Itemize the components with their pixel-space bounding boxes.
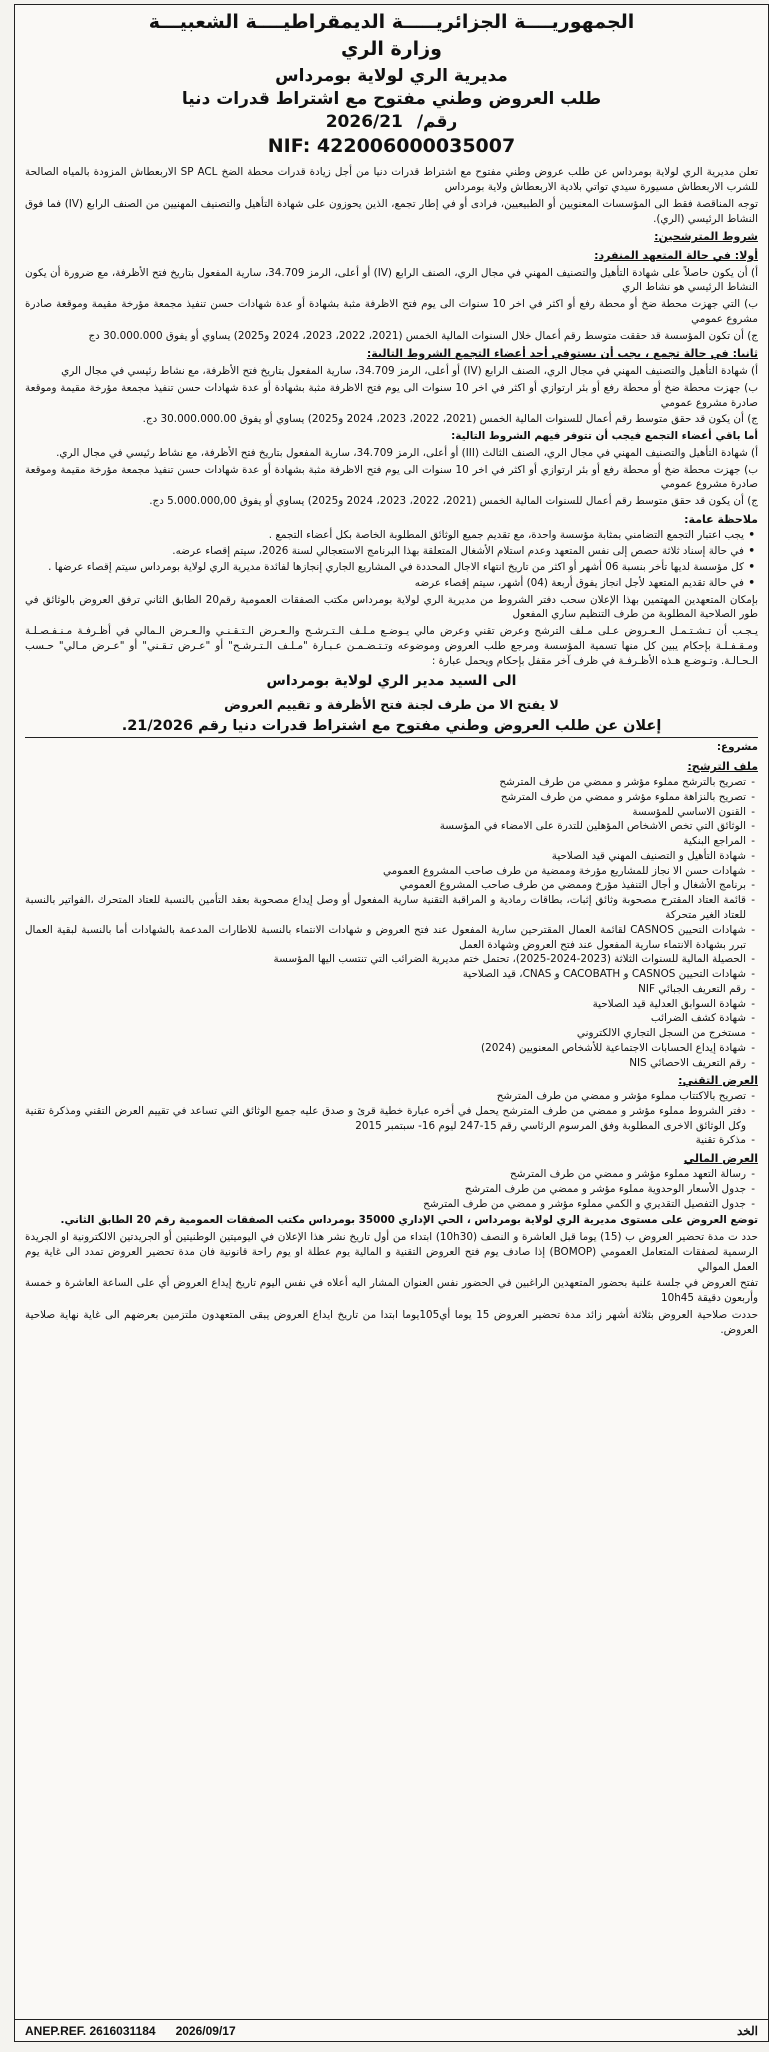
candidacy-file-item: - شهادات التحيين CASNOS و CACOBATH و CNAS، قيد الصلاحية — [25, 967, 746, 982]
tender-number-label: رقم/ — [416, 112, 458, 132]
header — [15, 5, 768, 157]
technical-offer-list — [25, 1089, 758, 1148]
do-not-open-line: لا يفتح الا من طرف لجنة فتح الأظرفة و تقييم العروض — [224, 697, 559, 713]
candidacy-file-item: - الوثائق التي تخص الاشخاص المؤهلين للتدرة على الامضاء في المؤسسة — [25, 819, 746, 834]
financial-offer-item: - جدول الأسعار الوحدوية مملوء مؤشر و ممضي من طرف المترشح — [25, 1182, 746, 1197]
candidacy-file-item: - شهادات التحيين CASNOS لقائمة العمال المقترحين سارية المفعول عند فتح العروض و شهادات الانتماء بالنسبة للاطارات المدعمة بالشهادات أما بالنسبة لبقية العمال تبرر بشهادة الانتماء سارية المفعول عند فتح العروض وشهادة العمل — [25, 923, 746, 953]
group-bidder-title: ثانيا: في حالة تجمع ، يجب أن يستوفي أحد أعضاء التجمع الشروط التالية: — [366, 347, 758, 361]
financial-offer-item: - جدول التفصيل التقديري و الكمي مملوء مؤشر و ممضي من طرف المترشح — [25, 1197, 746, 1212]
footer-day: الخد — [736, 2023, 758, 2038]
footer-ref: ANEP.REF. 2616031184 — [25, 2023, 156, 2038]
general-note-item: • كل مؤسسة لديها تأخر بنسبة 06 أشهر أو اكثر من تاريخ انتهاء الاجال المحددة في المشاريع الجاري إنجازها لفائدة مديرية الري لولاية بومرداس سيتم إقصاء عرضها . — [25, 560, 744, 575]
financial-offer-title: العرض المالي — [683, 1152, 758, 1166]
single-bidder-item: أ) أن يكون حاصلاً على شهادة التأهيل والتصنيف المهني في مجال الري، الصنف الرابع (IV) أو أعلى، الرمز 34.709، سارية المفعول بتاريخ فتح الأظرفة، مع ضرورة أن يكون النشاط الرئيسي هو نشاط الري — [25, 266, 758, 294]
candidacy-file-item: - شهادة التأهيل و التصنيف المهني قيد الصلاحية — [25, 849, 746, 864]
addressee-line: الى السيد مدير الري لولاية بومرداس — [266, 673, 517, 690]
candidacy-file-item: - القنون الاساسي للمؤسسة — [25, 805, 746, 820]
other-members-title: أما باقي أعضاء التجمع فيجب أن تتوفر فيهم الشروط التالية: — [451, 430, 758, 443]
candidacy-file-item: - مستخرج من السجل التجاري الالكتروني — [25, 1026, 746, 1041]
group-bidder-item: ب) جهزت محطة ضخ أو محطة رفع أو بئر ارتوازي أو اكثر في اخر 10 سنوات الى يوم فتح الاظرفة مثبة بشهادة أو عدة شهادات حسن تنفيذ مجمعة مؤرخة مقيمة وموقعة صادرة مشروع عمومي — [25, 381, 758, 409]
newspaper-tender-notice — [14, 4, 769, 2042]
other-members-item: ب) جهزت محطة ضخ أو محطة رفع أو بئر ارتوازي أو اكثر في اخر 10 سنوات الى يوم فتح الاظرفة مثبة بشهادة أو عدة شهادات حسن تنفيذ مجمعة مؤرخة مقيمة وموقعة صادرة مشروع عمومي — [25, 463, 758, 491]
candidacy-file-item: - رقم التعريف الجبائي NIF — [25, 982, 746, 997]
candidacy-file-item: - تصريح بالترشح مملوء مؤشر و ممضي من طرف المترشح — [25, 775, 746, 790]
announcement-line: إعلان عن طلب العروض وطني مفتوح مع اشتراط قدرات دنيا رقم 21/2026. — [25, 716, 758, 738]
group-bidder-item: ج) أن يكون قد حقق متوسط رقم أعمال للسنوات المالية الخمس (2021، 2022، 2023، 2024 و2025) يساوي أو يفوق 30.000.000.00 دج. — [142, 413, 758, 426]
nif-number: NIF: 422006000035007 — [267, 135, 516, 158]
general-note-item: • يجب اعتبار التجمع التضامني بمثابة مؤسسة واحدة، مع تقديم جميع الوثائق المطلوبة الخاصة بكل أعضاء التجمع . — [25, 528, 744, 543]
offer-validity: حددت صلاحية العروض بثلاثة أشهر زائد مدة تحضير العروض 15 يوما أي105يوما ابتدا من تاريخ ايداع العروض يبقى المتعهدون ملتزمين بعرضهم الى غاية نهاية صلاحية العروض. — [25, 1308, 758, 1336]
candidacy-file-item: - شهادات حسن الا نجاز للمشاريع مؤرخة وممضية من طرف صاحب المشروع العمومي — [25, 864, 746, 879]
republic-name: الجمهوريــــة الجزائريـــــة الديمقراطيــــة الشعبيـــة — [148, 11, 635, 33]
footer-bar — [15, 2019, 768, 2041]
candidacy-file-item: - شهادة إيداع الحسابات الاجتماعية للأشخاص المعنويين (2024) — [25, 1041, 746, 1056]
tender-number-value: 2026/21 — [325, 112, 403, 132]
technical-offer-item: - مذكرة تقنية — [25, 1133, 746, 1148]
candidacy-file-list — [25, 775, 758, 1070]
technical-offer-item: - دفتر الشروط مملوء مؤشر و ممضي من طرف المترشح يحمل في أخره عبارة خطية قرئ و صدق عليه جميع الوثائق التي تساعد في تقييم العرض التقني ومذكرة تقنية وكل الوثائق الاخرى المطلوبة وفق المرسوم الرئاسي رقم 15-247 ليوم 16- سبتمبر 2015 — [25, 1104, 746, 1134]
candidacy-file-item: - شهادة السوابق العدلية قيد الصلاحية — [25, 997, 746, 1012]
candidacy-file-item: - برنامج الأشغال و أجال التنفيذ مؤرخ وممضي من طرف صاحب المشروع العمومي — [25, 878, 746, 893]
general-note-item: • في حالة تقديم المتعهد لأجل انجاز يفوق أربعة (04) أشهر، سيتم إقصاء عرضه — [25, 576, 744, 591]
general-notes-title: ملاحظة عامة: — [684, 512, 758, 526]
withdrawal-paragraph: بإمكان المتعهدين المهتمين بهذا الإعلان سحب دفتر الشروط من مديرية الري لولاية بومرداس مكتب الصفقات العمومية رقم20 الطابق الثاني ترفق العروض بالوثائق في طور الصلاحية المطلوبة من طرف التنظيم ساري المفعول — [25, 593, 758, 621]
envelopes-paragraph: يـجـب أن تـشـتـمـل الـعـروض عـلى مـلف الترشح وعرض تقني وعرض مالي يـوضـع مـلـف الـتـرشـح والـعـرض الـتـقـنـي والـعـرض الـمالي في أظـرفـة مـنـفـصـلـة ومـقـفـلـة بإحكام يبين كل منها تسمية المؤسسة ومرجع طلب العروض وموضوعه وتـتـضـمـن عـبـارة "مـلـف الـتـرشـح" أو "عـرض تـقـني" أو "عـرض مـالي" حـسب الـحـالـة. وتـوضـع هـذه الأظـرفـة في ظرف آخر مقفل بإحكام ويحمل عبارة : — [25, 625, 758, 667]
candidacy-file-item: - الحصيلة المالية للسنوات الثلاثة (2023-2024-2025)، تحتمل ختم مديرية الضرائب التي تنتسب اليها المؤسسة — [25, 952, 746, 967]
candidacy-file-item: - قائمة العتاد المقترح مصحوبة وثائق إثبات، بطاقات رمادية و المراقبة التقنية سارية المفعول أو وصل إيداع مصحوبة بعقد التأمين بالنسبة للعتاد المتحرك ،الفواتير بالنسبة للعتاد الغير متحركة — [25, 893, 746, 923]
single-bidder-title: أولا: في حالة المتعهد المنفرد: — [594, 248, 758, 262]
other-members-item: أ) شهادة التأهيل والتصنيف المهني في مجال الري، الصنف الثالث (III) أو أعلى، الرمز 34.709، سارية المفعول بتاريخ فتح الأظرفة، مع نشاط رئيسي في مجال الري. — [56, 446, 758, 459]
tender-title: طلب العروض وطني مفتوح مع اشتراط قدرات دنيا — [181, 88, 602, 109]
ministry-name: وزارة الري — [341, 37, 442, 60]
single-bidder-item: ب) التي جهزت محطة ضخ أو محطة رفع أو اكثر في اخر 10 سنوات الى يوم فتح الاظرفة مثبة بشهادة أو عدة شهادات حسن تنفيذ مجمعة مؤرخة مقيمة وموقعة صادرة مشروع عمومي — [25, 298, 758, 325]
candidacy-file-item: - تصريح بالنزاهة مملوء مؤشر و ممضي من طرف المترشح — [25, 790, 746, 805]
footer-reference — [25, 2024, 236, 2038]
single-bidder-item: ج) أن تكون المؤسسة قد حققت متوسط رقم أعمال خلال السنوات المالية الخمس (2021، 2022، 2023، 2024 و2025) يساوي أو يفوق 30.000.000 دج — [88, 329, 758, 342]
footer-date: 2026/09/17 — [175, 2023, 236, 2038]
conditions-title: شروط المترشحين: — [654, 230, 758, 244]
directorate-name: مديرية الري لولاية بومرداس — [275, 65, 508, 86]
group-bidder-item: أ) شهادة التأهيل والتصنيف المهني في مجال الري، الصنف الرابع (IV) أو أعلى، الرمز 34.709، سارية المفعول بتاريخ فتح الأظرفة، مع نشاط رئيسي في مجال الري — [61, 364, 758, 377]
candidacy-file-item: - المراجع البنكية — [25, 834, 746, 849]
eligibility-paragraph: توجه المناقصة فقط الى المؤسسات المعنويين أو الطبيعيين، فرادى أو في إطار تجمع، الذين يحوزون على شهادة التأهيل والتصنيف المهنيين من الصنف الرابع (IV) فما فوق النشاط الرئيسي (الري). — [25, 197, 758, 225]
intro-paragraph: تعلن مديرية الري لولاية بومرداس عن طلب عروض وطني مفتوح مع اشتراط قدرات دنيا من أجل زيادة قدرات محطة الضخ SP ACL الاربعطاش المزودة بالمياه الصالحة للشرب الاربعطاش مسيورة سيدي تواتي بلادية الاربعطاش ولاية بومرداس — [25, 166, 758, 194]
preparation-period: حدد ت مدة تحضير العروض ب (15) يوما قبل العاشرة و النصف (10h30) ابتداء من أول تاريخ نشر هذا الإعلان في اليوميتين الوطنيتين أو الجريدتين الالكترونية او الجريدة الرسمية لصفقات المتعامل العمومي (BOMOP) إذا صادف يوم فتح العروض التقنية و المالية يوم عطلة او يوم راحة قانونية فان مدة تحضير العروض تمدد الى غاية يوم العمل الموالي — [25, 1231, 758, 1273]
candidacy-file-item: - رقم التعريف الاحصائي NIS — [25, 1056, 746, 1071]
candidacy-file-item: - شهادة كشف الضرائب — [25, 1011, 746, 1026]
general-note-item: • في حالة إسناد ثلاثة حصص إلى نفس المتعهد وعدم استلام الأشغال المتعلقة بهذا البرنامج الاستعجالي لسنة 2026، سيتم إقصاء عرضه. — [25, 544, 744, 559]
financial-offer-item: - رسالة التعهد مملوء مؤشر و ممضي من طرف المترشح — [25, 1167, 746, 1182]
project-label: مشروع: — [716, 740, 758, 753]
opening-session: تفتح العروض في جلسة علنية بحضور المتعهدين الراغبين في الحضور نفس العنوان المشار اليه أعلاه في نفس اليوم تاريخ إيداع العروض أي على الساعة العاشرة و خمسة وأربعون دقيقة 10h45 — [25, 1277, 758, 1305]
tender-number-row — [15, 112, 768, 133]
general-notes-list — [25, 528, 758, 590]
candidacy-file-title: ملف الترشح: — [687, 760, 758, 774]
technical-offer-title: العرض التقني: — [678, 1074, 758, 1088]
notice-body — [15, 157, 768, 1337]
financial-offer-list — [25, 1167, 758, 1211]
other-members-item: ج) أن يكون قد حقق متوسط رقم أعمال للسنوات المالية الخمس (2021، 2022، 2023، 2024 و2025) يساوي أو يفوق 5.000.000,00 دج. — [149, 495, 758, 508]
technical-offer-item: - تصريح بالاكتتاب مملوء مؤشر و ممضي من طرف المترشح — [25, 1089, 746, 1104]
deposit-location: توضع العروض على مستوى مديرية الري لولاية بومرداس ، الحي الإداري 35000 بومرداس مكتب الصفقات العمومية رقم 20 الطابق الثاني. — [60, 1214, 758, 1227]
